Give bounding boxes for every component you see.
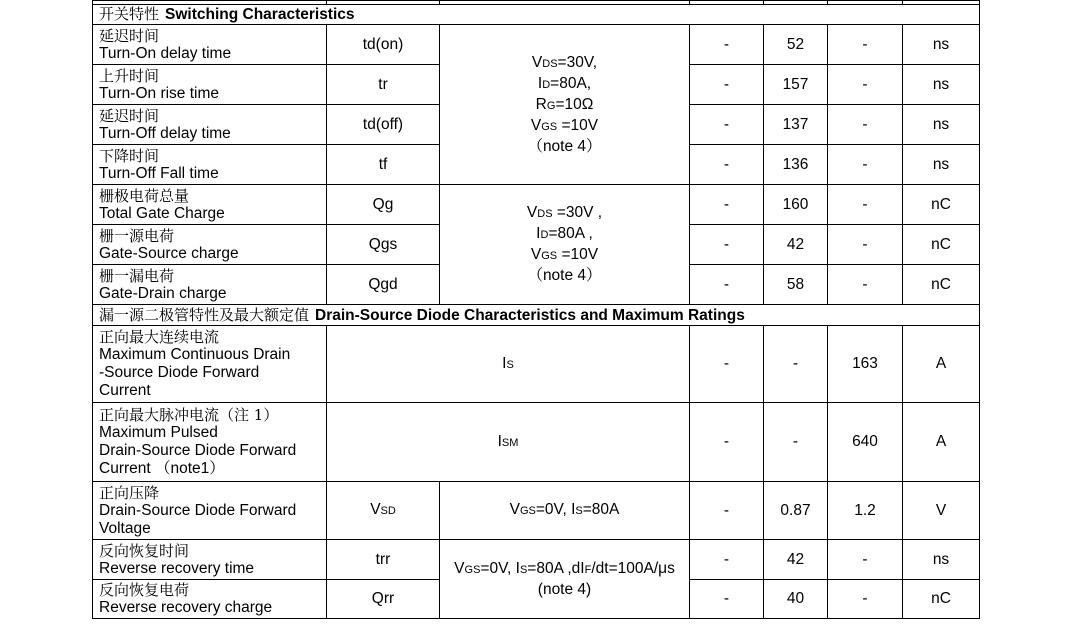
unit: ns bbox=[903, 540, 980, 580]
symbol: tr bbox=[327, 65, 440, 105]
param-cn: 反向恢复时间 bbox=[99, 541, 190, 560]
max-value: - bbox=[828, 225, 903, 265]
max-value: - bbox=[828, 105, 903, 145]
section-en: Switching Characteristics bbox=[165, 6, 355, 23]
max-value: 163 bbox=[828, 326, 903, 403]
min-value: - bbox=[690, 145, 764, 185]
unit: nC bbox=[903, 265, 980, 305]
param-en: Current （note1） bbox=[99, 460, 225, 477]
symbol: Qrr bbox=[327, 580, 440, 619]
section-header-switching bbox=[93, 5, 980, 25]
typ-value: 52 bbox=[764, 25, 828, 65]
param-cn: 反向恢复电荷 bbox=[99, 581, 190, 599]
param-en: Gate-Source charge bbox=[99, 244, 239, 262]
section-cn: 开关特性 bbox=[99, 5, 160, 23]
typ-value: 40 bbox=[764, 580, 828, 619]
typ-value: 157 bbox=[764, 65, 828, 105]
typ-value: 136 bbox=[764, 145, 828, 185]
param-en: Total Gate Charge bbox=[99, 204, 225, 222]
unit: ns bbox=[903, 105, 980, 145]
max-value: - bbox=[828, 580, 903, 619]
section-header-diode bbox=[93, 305, 980, 326]
param-cn: 延迟时间 bbox=[99, 26, 160, 45]
param-en: Reverse recovery time bbox=[99, 559, 255, 577]
max-value: 1.2 bbox=[828, 482, 903, 540]
param-cn: 正向压降 bbox=[99, 483, 160, 502]
param-cn: 正向最大脉冲电流（注 1） bbox=[99, 406, 279, 424]
test-condition-2: VDS =30V , ID=80A , VGS =10V （note 4） bbox=[440, 185, 690, 305]
unit: nC bbox=[903, 580, 980, 619]
min-value: - bbox=[690, 403, 764, 482]
typ-value: - bbox=[764, 326, 828, 403]
unit: nC bbox=[903, 225, 980, 265]
param-en: Drain-Source Diode Forward bbox=[99, 442, 297, 459]
param-cn: 栅一源电荷 bbox=[99, 226, 175, 245]
test-condition-3: VGS=0V, IS=80A ,dIF/dt=100A/μs (note 4) bbox=[440, 540, 690, 619]
min-value: - bbox=[690, 326, 764, 403]
min-value: - bbox=[690, 105, 764, 145]
min-value: - bbox=[690, 65, 764, 105]
symbol: trr bbox=[327, 540, 440, 580]
param-cn: 栅一漏电荷 bbox=[99, 266, 175, 285]
typ-value: 42 bbox=[764, 225, 828, 265]
symbol: ISM bbox=[327, 403, 690, 482]
symbol: tf bbox=[327, 145, 440, 185]
min-value: - bbox=[690, 482, 764, 540]
test-condition-vsd: VGS=0V, IS=80A bbox=[440, 482, 690, 540]
param-en: Turn-Off Fall time bbox=[99, 164, 219, 182]
table-row-is bbox=[93, 326, 980, 403]
typ-value: 160 bbox=[764, 185, 828, 225]
unit: ns bbox=[903, 65, 980, 105]
table-row-vsd bbox=[93, 482, 980, 540]
param-en: Maximum Continuous Drain bbox=[99, 346, 291, 363]
param-cn: 栅极电荷总量 bbox=[99, 186, 190, 205]
max-value: - bbox=[828, 25, 903, 65]
param-cn: 下降时间 bbox=[99, 146, 160, 165]
unit: V bbox=[903, 482, 980, 540]
param-cn: 延迟时间 bbox=[99, 106, 160, 125]
param-en: -Source Diode Forward bbox=[99, 364, 260, 381]
typ-value: 0.87 bbox=[764, 482, 828, 540]
typ-value: 58 bbox=[764, 265, 828, 305]
table-row-qg bbox=[93, 185, 980, 225]
unit: A bbox=[903, 403, 980, 482]
symbol: VSD bbox=[327, 482, 440, 540]
spec-table bbox=[92, 0, 980, 619]
symbol: IS bbox=[327, 326, 690, 403]
table-row-trr bbox=[93, 540, 980, 580]
param-en: Turn-Off delay time bbox=[99, 124, 231, 142]
param-en: Turn-On delay time bbox=[99, 44, 232, 62]
param-en: Maximum Pulsed bbox=[99, 424, 218, 441]
max-value: - bbox=[828, 65, 903, 105]
param-en: Gate-Drain charge bbox=[99, 284, 227, 302]
table-row-tdon bbox=[93, 25, 980, 65]
param-en: Turn-On rise time bbox=[99, 84, 220, 102]
param-en: Voltage bbox=[99, 519, 151, 537]
symbol: Qgd bbox=[327, 265, 440, 305]
param-en: Drain-Source Diode Forward bbox=[99, 501, 297, 519]
symbol: Qgs bbox=[327, 225, 440, 265]
symbol: td(off) bbox=[327, 105, 440, 145]
max-value: - bbox=[828, 145, 903, 185]
unit: ns bbox=[903, 145, 980, 185]
typ-value: 137 bbox=[764, 105, 828, 145]
max-value: 640 bbox=[828, 403, 903, 482]
min-value: - bbox=[690, 185, 764, 225]
table-row-ism bbox=[93, 403, 980, 482]
unit: nC bbox=[903, 185, 980, 225]
unit: A bbox=[903, 326, 980, 403]
min-value: - bbox=[690, 265, 764, 305]
min-value: - bbox=[690, 540, 764, 580]
min-value: - bbox=[690, 580, 764, 619]
min-value: - bbox=[690, 25, 764, 65]
symbol: td(on) bbox=[327, 25, 440, 65]
unit: ns bbox=[903, 25, 980, 65]
param-cn: 上升时间 bbox=[99, 66, 160, 85]
section-en: Drain-Source Diode Characteristics and Maximum Ratings bbox=[315, 306, 745, 324]
param-en: Reverse recovery charge bbox=[99, 599, 273, 616]
param-cn: 正向最大连续电流 bbox=[99, 328, 220, 346]
max-value: - bbox=[828, 265, 903, 305]
max-value: - bbox=[828, 540, 903, 580]
typ-value: - bbox=[764, 403, 828, 482]
max-value: - bbox=[828, 185, 903, 225]
min-value: - bbox=[690, 225, 764, 265]
test-condition-1: VDS=30V, ID=80A, RG=10Ω VGS =10V （note 4） bbox=[440, 25, 690, 185]
symbol: Qg bbox=[327, 185, 440, 225]
section-cn: 漏一源二极管特性及最大额定值 bbox=[99, 305, 310, 324]
typ-value: 42 bbox=[764, 540, 828, 580]
param-en: Current bbox=[99, 382, 151, 399]
